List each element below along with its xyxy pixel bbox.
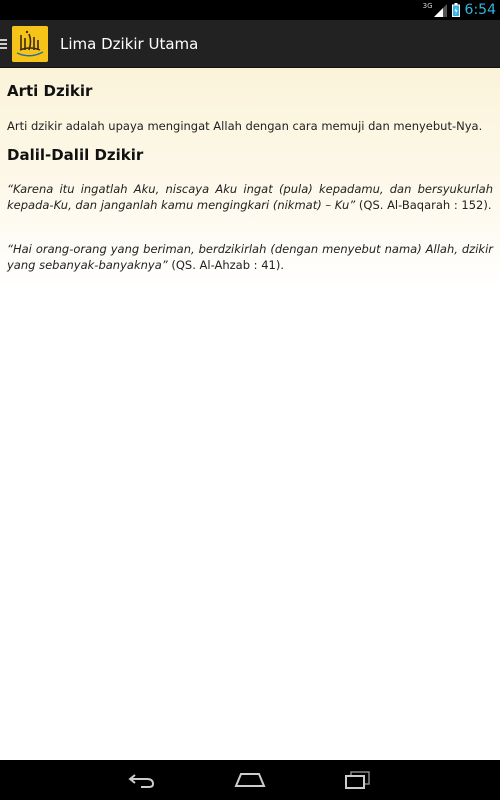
action-bar (0, 20, 500, 68)
network-type-label: 3G (422, 2, 433, 10)
app-title: Lima Dzikir Utama (60, 34, 199, 53)
quote-baqarah (7, 181, 493, 213)
navigation-bar (0, 760, 500, 800)
back-icon[interactable] (122, 766, 162, 794)
clock-time: 6:54 (464, 2, 496, 18)
heading-dalil-dzikir: Dalil-Dalil Dzikir (7, 146, 144, 164)
content-area (0, 68, 500, 760)
battery-icon (452, 3, 460, 17)
quote-text: “Karena itu ingatlah Aku, niscaya Aku ingat (pula) kepadamu, dan bersyukurlah kepada-Ku, dan janganlah kamu mengingkari (nikmat) – Ku” (7, 182, 493, 212)
quote-ahzab (7, 241, 493, 273)
quote-reference: (QS. Al-Ahzab : 41). (167, 258, 284, 272)
paragraph-arti-dzikir: Arti dzikir adalah upaya mengingat Allah dengan cara memuji dan menyebut-Nya. (7, 119, 483, 133)
app-logo-icon[interactable] (12, 26, 48, 62)
drawer-menu-icon[interactable] (0, 20, 10, 68)
quote-text: “Hai orang-orang yang beriman, berdzikirlah (dengan menyebut nama) Allah, dzikir yang sebanyak-banyaknya” (7, 242, 493, 272)
heading-arti-dzikir: Arti Dzikir (7, 82, 93, 100)
quote-reference: (QS. Al-Baqarah : 152). (355, 198, 492, 212)
home-icon[interactable] (230, 766, 270, 794)
status-bar (0, 0, 500, 20)
recent-apps-icon[interactable] (338, 766, 378, 794)
signal-icon (434, 4, 447, 17)
